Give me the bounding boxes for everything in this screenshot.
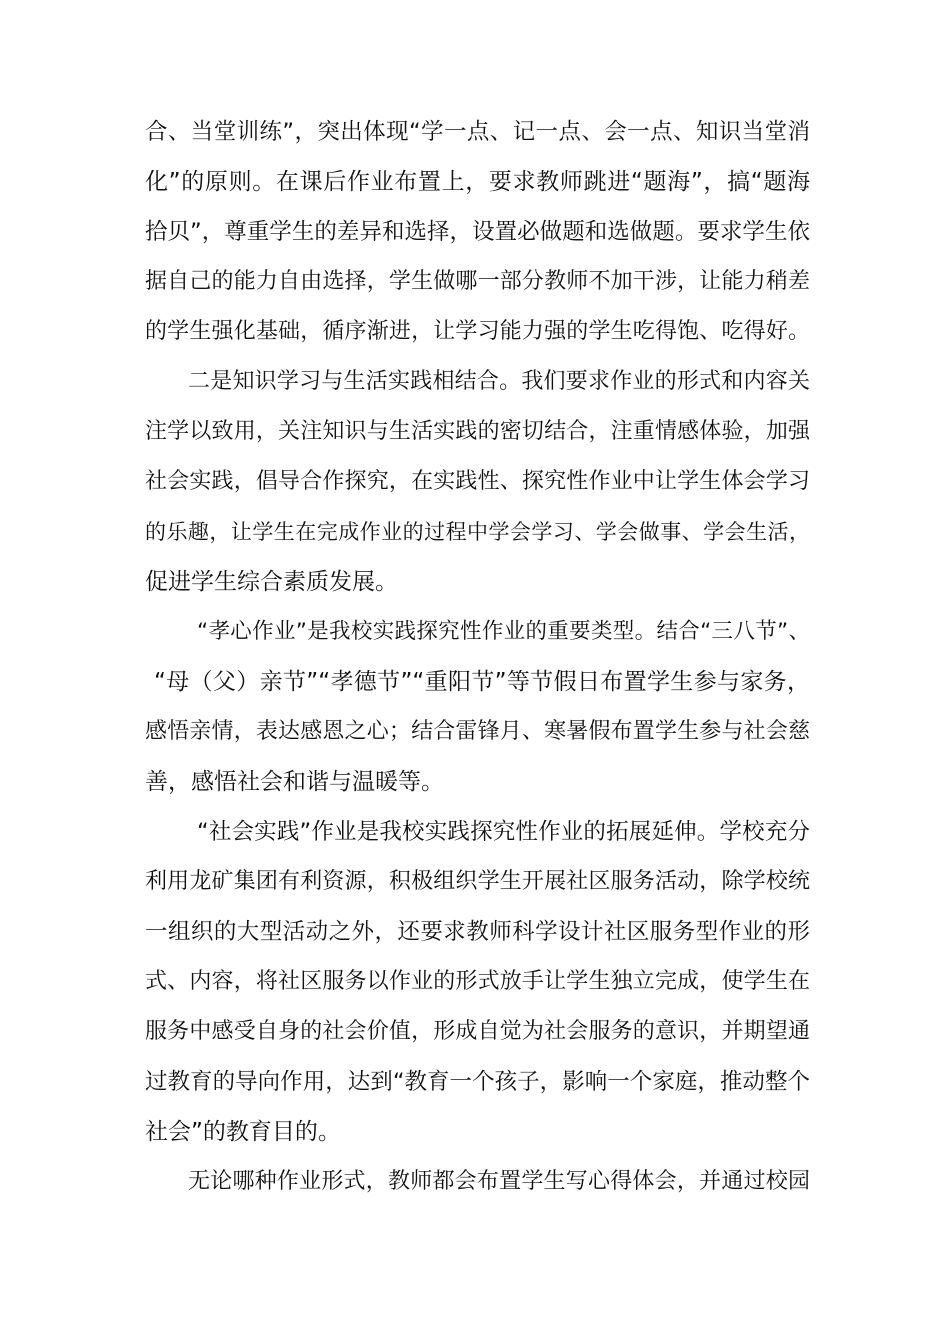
text-line: 的乐趣，让学生在完成作业的过程中学会学习、学会做事、学会生活， [145,520,810,544]
paragraph-start-line: “孝心作业”是我校实践探究性作业的重要类型。结合“三八节”、 [197,619,810,644]
text-line: 据自己的能力自由选择，学生做哪一部分教师不加干涉，让能力稍差 [145,269,810,294]
text-line: 合、当堂训练”，突出体现“学一点、记一点、会一点、知识当堂消 [145,119,810,145]
text-line: 一组织的大型活动之外，还要求教师科学设计社区服务型作业的形 [145,919,810,945]
paragraph-end-line: 社会”的教育目的。 [145,1119,341,1145]
text-line: 的学生强化基础，循序渐进，让学习能力强的学生吃得饱、吃得好。 [145,319,810,344]
paragraph-end-line: 善，感悟社会和谐与温暖等。 [145,769,444,795]
text-line: 服务中感受自身的社会价值，形成自觉为社会服务的意识，并期望通 [145,1019,810,1044]
paragraph-start-line: 二是知识学习与生活实践相结合。我们要求作业的形式和内容关 [188,369,810,394]
text-line: 社会实践，倡导合作探究，在实践性、探究性作业中让学生体会学习 [145,469,810,494]
text-line: 利用龙矿集团有利资源，积极组织学生开展社区服务活动，除学校统 [145,869,810,894]
text-line: 过教育的导向作用，达到“教育一个孩子，影响一个家庭，推动整个 [145,1069,810,1095]
paragraph-start-line: “社会实践”作业是我校实践探究性作业的拓展延伸。学校充分 [197,819,810,845]
text-line: 感悟亲情，表达感恩之心；结合雷锋月、寒暑假布置学生参与社会慈 [145,719,810,744]
paragraph-end-line: 促进学生综合素质发展。 [145,569,398,595]
text-line: “母（父）亲节”“孝德节”“重阳节”等节假日布置学生参与家务， [154,669,810,695]
text-line: 拾贝”，尊重学生的差异和选择，设置必做题和选做题。要求学生依 [145,219,810,245]
text-line: 化”的原则。在课后作业布置上，要求教师跳进“题海”，搞“题海 [145,169,810,195]
text-line: 注学以致用，关注知识与生活实践的密切结合，注重情感体验，加强 [145,419,810,444]
text-line: 式、内容，将社区服务以作业的形式放手让学生独立完成，使学生在 [145,969,810,994]
paragraph-start-line: 无论哪种作业形式，教师都会布置学生写心得体会，并通过校园 [188,1169,810,1194]
